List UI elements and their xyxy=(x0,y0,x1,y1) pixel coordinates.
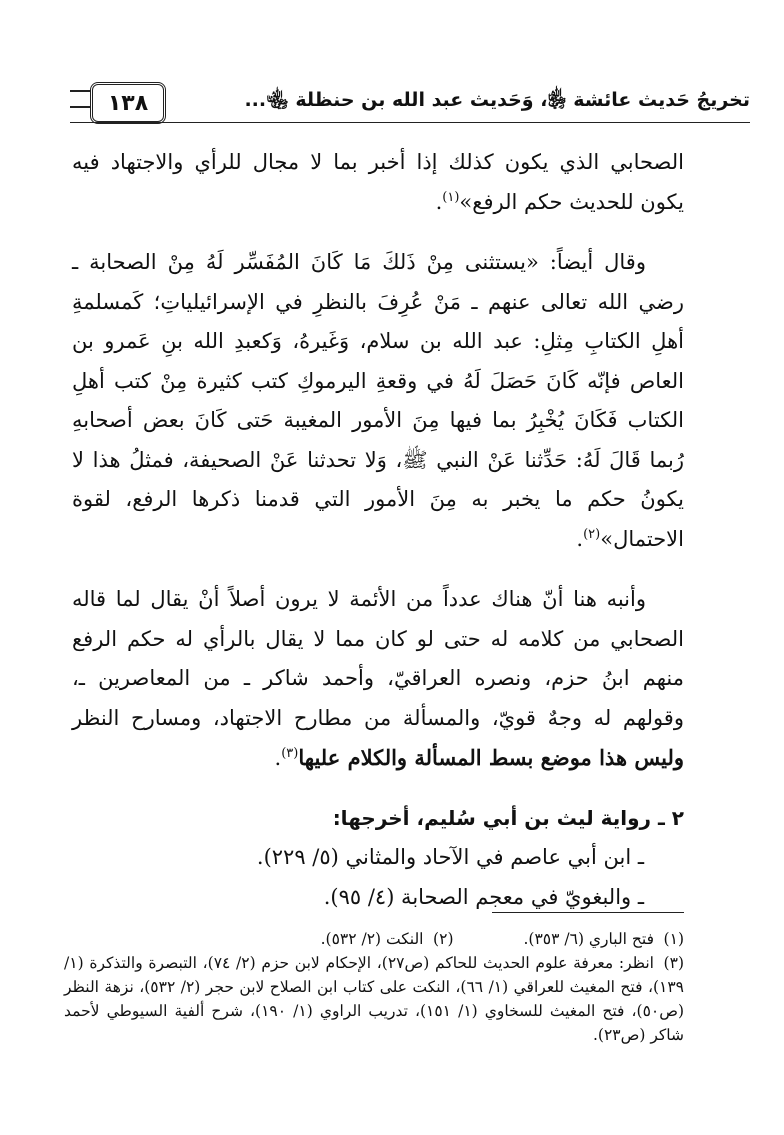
footnote-separator xyxy=(492,912,684,913)
paragraph-1 xyxy=(72,143,684,222)
footnote-ref-3[interactable]: (٣) xyxy=(281,746,299,761)
footnotes-row-1 xyxy=(64,927,684,951)
footnote-2-text: النكت (٢/ ٥٣٢). xyxy=(320,930,424,948)
footnote-1-number: (١) xyxy=(663,930,684,948)
paragraph-2-text: وقال أيضاً: «يستثنى مِنْ ذَلكَ مَا كَانَ المُفَسِّر لَهُ مِنْ الصحابة ـ رضي الله تعالى عنهم ـ مَنْ عُرِفَ بالنظرِ في الإسرائيلياتِ؛ كَمسلمةِ أهلِ الكتابِ مِثلِ: عبد الله بن سلام، وَغَيرهُ، وَكعبدِ الله بنِ عَمرو بن العاص فإنّه كَانَ حَصَلَ لَهُ في وقعةِ اليرموكِ كتب كثيرة مِنْ كتب أهلِ الكتاب فَكَانَ يُخْبِرُ بما فيها مِنَ الأمور المغيبة حَتى كَانَ بعض أصحابهِ رُبما قَالَ لَهُ: حَدِّثنا عَنْ النبي ﷺ، وَلا تحدثنا عَنْ الصحيفة، فمثلُ هذا لا يكونُ حكم ما يخبر به مِنَ الأمور التي قدمنا ذكرها الرفع، لقوة الاحتمال» xyxy=(72,250,684,551)
footnote-1-text: فتح الباري (٦/ ٣٥٣). xyxy=(523,930,654,948)
paragraph-3-bold: وليس هذا موضع بسط المسألة والكلام عليها xyxy=(298,745,684,770)
paragraph-2-end: . xyxy=(576,526,584,551)
page-header xyxy=(70,82,750,122)
running-title: تخريجُ حَديث عائشة ﵂، وَحَديث عبد الله بن حنظلة ﵄... xyxy=(244,89,750,111)
footnote-ref-1[interactable]: (١) xyxy=(442,189,460,205)
footnote-2-number: (٢) xyxy=(433,930,454,948)
footnote-3-number: (٣) xyxy=(663,954,684,972)
footnotes xyxy=(64,927,684,1047)
source-item-2: ـ والبغويّ في معجم الصحابة (٤/ ٩٥). xyxy=(323,884,644,909)
main-text xyxy=(72,143,684,917)
footnote-ref-2[interactable]: (٢) xyxy=(583,526,601,542)
footnote-3-text: انظر: معرفة علوم الحديث للحاكم (ص٢٧)، الإحكام لابن حزم (٢/ ٧٤)، التبصرة والتذكرة (١/ ١٣٩)، فتح المغيث للعراقي (١/ ٦٦)، النكت على كتاب ابن الصلاح لابن حجر (٢/ ٥٣٢)، نزهة النظر (ص٥٠)، فتح المغيث للسخاوي (١/ ١٥١)، تدريب الراوي (١/ ١٩٠)، شرح ألفية السيوطي لأحمد شاكر (ص٢٣). xyxy=(64,954,685,1044)
page-number-box xyxy=(90,82,166,124)
source-item-1: ـ ابن أبي عاصم في الآحاد والمثاني (٥/ ٢٢٩). xyxy=(256,845,644,869)
paragraph-1-line-1: الصحابي الذي يكون كذلك إذا أخبر بما لا مجال للرأي والاجتهاد فيه xyxy=(72,150,684,174)
paragraph-1-line-2: يكون للحديث حكم الرفع» xyxy=(459,189,684,214)
paragraph-3-text: وأنبه هنا أنّ هناك عدداً من الأئمة لا يرون أصلاً أنْ يقال لما قاله الصحابي من كلامه له حتى لو كان مما لا يقال بالرأي له حكم الرفع منهم ابنُ حزم، ونصره العراقيّ، وأحمد شاكر ـ من المعاصرين ـ، وقولهم له وجهٌ قويّ، والمسألة من مطارح الاجتهاد، ومسارح النظر xyxy=(72,587,684,730)
paragraph-3 xyxy=(72,580,684,779)
section-heading: ٢ ـ رواية ليث بن أبي سُليم، أخرجها: xyxy=(332,805,684,830)
paragraph-2 xyxy=(72,243,684,559)
page-number: ١٣٨ xyxy=(107,90,149,116)
paragraph-1-end: . xyxy=(435,189,443,214)
footnotes-row-3 xyxy=(64,951,684,1047)
paragraph-3-end: . xyxy=(274,746,282,770)
header-rule xyxy=(70,122,750,123)
